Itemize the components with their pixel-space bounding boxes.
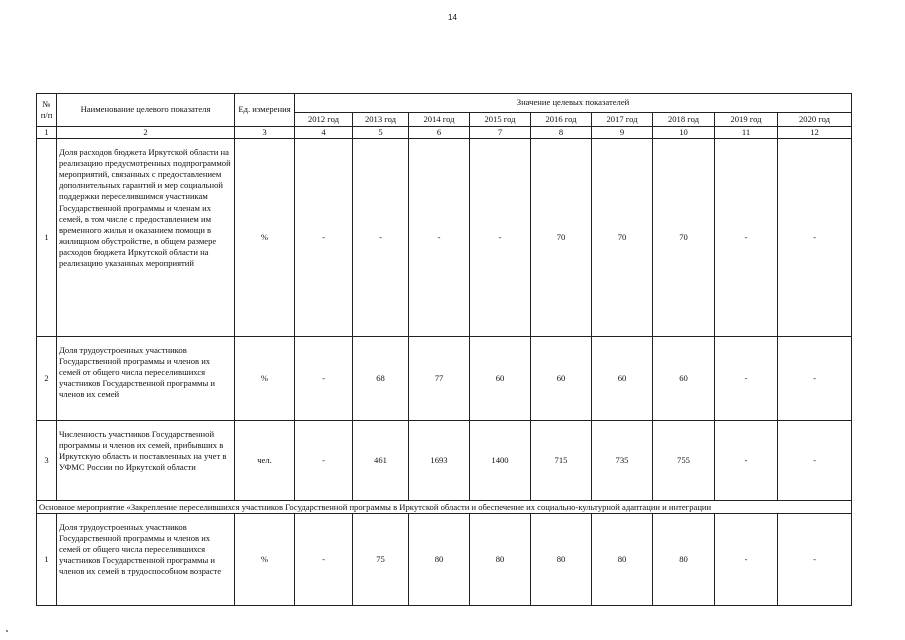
column-number: 11: [715, 127, 778, 139]
header-name: Наименование целевого показателя: [57, 94, 235, 127]
table-row: [37, 514, 852, 606]
header-year: 2019 год: [715, 113, 778, 127]
scan-speck: [6, 630, 8, 632]
row-value: 80: [531, 514, 592, 606]
header-values: Значение целевых показателей: [295, 94, 852, 113]
header-year: 2016 год: [531, 113, 592, 127]
section-row: [37, 501, 852, 514]
row-value: 80: [592, 514, 653, 606]
row-num: 3: [37, 421, 57, 501]
row-value: 75: [353, 514, 409, 606]
column-number: 1: [37, 127, 57, 139]
row-unit: чел.: [235, 421, 295, 501]
header-num: № п/п: [37, 94, 57, 127]
row-value: -: [409, 139, 470, 337]
column-number: 2: [57, 127, 235, 139]
column-number: 12: [778, 127, 852, 139]
column-number: 5: [353, 127, 409, 139]
column-number: 4: [295, 127, 353, 139]
column-number: 3: [235, 127, 295, 139]
row-unit: %: [235, 337, 295, 421]
row-value: -: [295, 421, 353, 501]
row-value: 80: [470, 514, 531, 606]
row-value: -: [295, 514, 353, 606]
column-number: 6: [409, 127, 470, 139]
row-value: -: [295, 337, 353, 421]
header-year: 2015 год: [470, 113, 531, 127]
row-value: 461: [353, 421, 409, 501]
row-indicator-name: Численность участников Государственной программы и членов их семей, прибывших в Иркутскую область и поставленных на учет в УФМС России по Иркутской области: [57, 421, 235, 501]
column-number: 7: [470, 127, 531, 139]
row-indicator-name: Доля трудоустроенных участников Государственной программы и членов их семей от общего числа переселившихся участников Государственной программы и членов их семей: [57, 337, 235, 421]
header-year: 2018 год: [653, 113, 715, 127]
row-value: 60: [531, 337, 592, 421]
row-value: -: [353, 139, 409, 337]
column-number: 8: [531, 127, 592, 139]
row-value: -: [715, 337, 778, 421]
row-value: -: [778, 421, 852, 501]
row-value: -: [295, 139, 353, 337]
row-num: 1: [37, 139, 57, 337]
table-row: [37, 337, 852, 421]
header-year: 2014 год: [409, 113, 470, 127]
row-value: 60: [592, 337, 653, 421]
column-number-row: [37, 127, 852, 139]
row-value: 70: [653, 139, 715, 337]
row-value: 1693: [409, 421, 470, 501]
row-value: -: [470, 139, 531, 337]
column-number: 10: [653, 127, 715, 139]
row-unit: %: [235, 514, 295, 606]
row-value: 70: [531, 139, 592, 337]
page-number: 14: [448, 13, 457, 22]
row-value: 755: [653, 421, 715, 501]
row-value: 715: [531, 421, 592, 501]
row-value: -: [778, 514, 852, 606]
header-year: 2020 год: [778, 113, 852, 127]
header-year: 2013 год: [353, 113, 409, 127]
row-unit: %: [235, 139, 295, 337]
row-value: 68: [353, 337, 409, 421]
row-value: 60: [470, 337, 531, 421]
row-value: -: [715, 421, 778, 501]
row-indicator-name: Доля расходов бюджета Иркутской области на реализацию предусмотренных подпрограммой мероприятий, связанных с предоставлением дополнительных гарантий и мер социальной поддержки переселившимся участникам Государственной программы и членам их семей, в том числе с предоставлением им временного жилья и оказанием помощи в жилищном обустройстве, в общем размере расходов бюджета Иркутской области на реализацию указанных мероприятий: [57, 139, 235, 337]
target-indicators-table: [36, 93, 852, 606]
row-value: -: [715, 514, 778, 606]
row-value: 80: [409, 514, 470, 606]
row-value: 60: [653, 337, 715, 421]
row-value: 77: [409, 337, 470, 421]
header-year: 2017 год: [592, 113, 653, 127]
table-row: [37, 421, 852, 501]
row-indicator-name: Доля трудоустроенных участников Государственной программы и членов их семей от общего числа переселившихся участников Государственной программы и членов их семей в трудоспособном возрасте: [57, 514, 235, 606]
row-value: -: [778, 337, 852, 421]
table-row: [37, 139, 852, 337]
header-unit: Ед. измерения: [235, 94, 295, 127]
section-title: Основное мероприятие «Закрепление переселившихся участников Государственной программы в Иркутской области и обеспечение их социально-культурной адаптации и интеграции: [37, 501, 852, 514]
row-num: 1: [37, 514, 57, 606]
row-value: 735: [592, 421, 653, 501]
row-value: 80: [653, 514, 715, 606]
row-value: 70: [592, 139, 653, 337]
header-year: 2012 год: [295, 113, 353, 127]
row-value: -: [715, 139, 778, 337]
row-num: 2: [37, 337, 57, 421]
column-number: 9: [592, 127, 653, 139]
row-value: 1400: [470, 421, 531, 501]
row-value: -: [778, 139, 852, 337]
